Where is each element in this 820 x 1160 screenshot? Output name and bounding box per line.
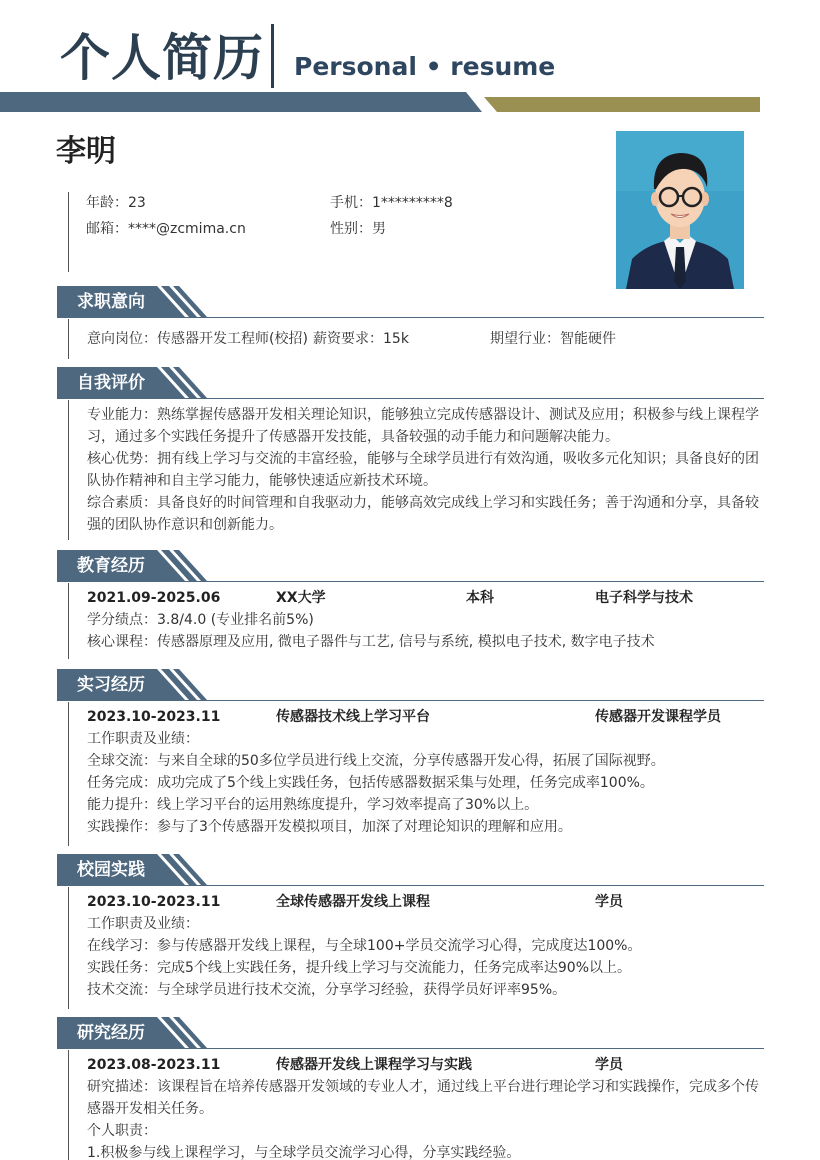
research-entry-header bbox=[87, 1054, 764, 1076]
resume-subtitle: Personal • resume bbox=[294, 52, 556, 81]
research-line: 研究描述：该课程旨在培养传感器开发领域的专业人才，通过线上平台进行理论学习和实践操作，完成多个传感器开发相关任务。 bbox=[87, 1079, 759, 1117]
campus-line: 在线学习：参与传感器开发线上课程，与全球100+学员交流学习心得，完成度达100%。 bbox=[87, 938, 642, 954]
section-header-education bbox=[57, 550, 764, 582]
education-courses: 核心课程：传感器原理及应用, 微电子器件与工艺, 信号与系统, 模拟电子技术, 数字电子技术 bbox=[87, 634, 655, 650]
email-value: ****@zcmima.cn bbox=[128, 221, 246, 237]
education-period: 2021.09-2025.06 bbox=[87, 590, 221, 606]
section-title: 校园实践 bbox=[77, 860, 145, 880]
section-header-internship bbox=[57, 669, 764, 701]
intention-position: 意向岗位：传感器开发工程师(校招) bbox=[87, 331, 308, 347]
profile-photo bbox=[616, 131, 744, 289]
campus-line: 实践任务：完成5个线上实践任务，提升线上学习与交流能力，任务完成率达90%以上。 bbox=[87, 960, 632, 976]
section-title: 自我评价 bbox=[77, 373, 145, 393]
campus-entry-header bbox=[87, 891, 764, 913]
section-title: 教育经历 bbox=[77, 556, 145, 576]
campus-line: 技术交流：与全球学员进行技术交流，分享学习经验，获得学员好评率95%。 bbox=[87, 982, 567, 998]
education-degree: 本科 bbox=[466, 590, 494, 606]
section-rule bbox=[57, 317, 764, 318]
section-title: 求职意向 bbox=[77, 292, 145, 312]
internship-body bbox=[68, 702, 764, 846]
education-gpa: 学分绩点：3.8/4.0 (专业排名前5%) bbox=[87, 612, 314, 628]
internship-line: 全球交流：与来自全球的50多位学员进行线上交流，分享传感器开发心得，拓展了国际视野。 bbox=[87, 753, 665, 769]
education-body bbox=[68, 583, 764, 659]
email-label: 邮箱： bbox=[86, 221, 128, 237]
gender-value: 男 bbox=[372, 221, 386, 237]
title-divider bbox=[271, 24, 274, 88]
campus-line: 工作职责及业绩： bbox=[87, 916, 199, 932]
section-rule bbox=[57, 885, 764, 886]
age-value: 23 bbox=[128, 195, 146, 211]
internship-org: 传感器技术线上学习平台 bbox=[276, 709, 430, 725]
header-color-bar bbox=[0, 92, 760, 112]
gender-field bbox=[330, 219, 386, 239]
research-org: 传感器开发线上课程学习与实践 bbox=[276, 1057, 472, 1073]
section-header-campus bbox=[57, 854, 764, 886]
section-title: 研究经历 bbox=[77, 1023, 145, 1043]
internship-line: 实践操作：参与了3个传感器开发模拟项目，加深了对理论知识的理解和应用。 bbox=[87, 819, 572, 835]
research-line: 个人职责： bbox=[87, 1123, 157, 1139]
gender-label: 性别： bbox=[330, 221, 372, 237]
phone-value: 1*********8 bbox=[372, 195, 453, 211]
phone-field bbox=[330, 193, 453, 213]
section-header-research bbox=[57, 1017, 764, 1049]
intention-body bbox=[68, 319, 764, 359]
resume-title: 个人简历 bbox=[60, 29, 264, 87]
phone-label: 手机： bbox=[330, 195, 372, 211]
research-body bbox=[68, 1050, 764, 1160]
info-divider bbox=[68, 192, 69, 272]
internship-line: 任务完成：成功完成了5个线上实践任务，包括传感器数据采集与处理，任务完成率100%。 bbox=[87, 775, 654, 791]
internship-entry-header bbox=[87, 706, 764, 728]
internship-period: 2023.10-2023.11 bbox=[87, 709, 221, 725]
intention-salary: 薪资要求：15k bbox=[313, 331, 409, 347]
internship-line: 能力提升：线上学习平台的运用熟练度提升，学习效率提高了30%以上。 bbox=[87, 797, 539, 813]
campus-role: 学员 bbox=[595, 894, 623, 910]
internship-role: 传感器开发课程学员 bbox=[595, 709, 721, 725]
section-rule bbox=[57, 398, 764, 399]
section-title: 实习经历 bbox=[77, 675, 145, 695]
age-field bbox=[86, 193, 146, 213]
section-header-self-eval bbox=[57, 367, 764, 399]
research-role: 学员 bbox=[595, 1057, 623, 1073]
research-line: 1.积极参与线上课程学习，与全球学员交流学习心得，分享实践经验。 bbox=[87, 1145, 521, 1160]
candidate-name: 李明 bbox=[56, 134, 116, 169]
section-rule bbox=[57, 1048, 764, 1049]
section-header-intention bbox=[57, 286, 764, 318]
education-entry-header bbox=[87, 587, 764, 609]
section-rule bbox=[57, 700, 764, 701]
campus-period: 2023.10-2023.11 bbox=[87, 894, 221, 910]
self-eval-line: 专业能力：熟练掌握传感器开发相关理论知识，能够独立完成传感器设计、测试及应用；积极参与线上课程学习，通过多个实践任务提升了传感器开发技能，具备较强的动手能力和问题解决能力。 bbox=[87, 407, 759, 445]
email-field bbox=[86, 219, 246, 239]
research-period: 2023.08-2023.11 bbox=[87, 1057, 221, 1073]
education-school: XX大学 bbox=[276, 590, 326, 606]
self-eval-line: 核心优势：拥有线上学习与交流的丰富经验，能够与全球学员进行有效沟通，吸收多元化知识；具备良好的团队协作精神和自主学习能力，能够快速适应新技术环境。 bbox=[87, 451, 759, 489]
campus-org: 全球传感器开发线上课程 bbox=[276, 894, 430, 910]
self-eval-line: 综合素质：具备良好的时间管理和自我驱动力，能够高效完成线上学习和实践任务；善于沟通和分享，具备较强的团队协作意识和创新能力。 bbox=[87, 495, 759, 533]
self-eval-body bbox=[68, 400, 764, 540]
campus-body bbox=[68, 887, 764, 1009]
intention-industry: 期望行业：智能硬件 bbox=[490, 331, 616, 347]
section-rule bbox=[57, 581, 764, 582]
age-label: 年龄： bbox=[86, 195, 128, 211]
education-major: 电子科学与技术 bbox=[595, 590, 693, 606]
internship-line: 工作职责及业绩： bbox=[87, 731, 199, 747]
